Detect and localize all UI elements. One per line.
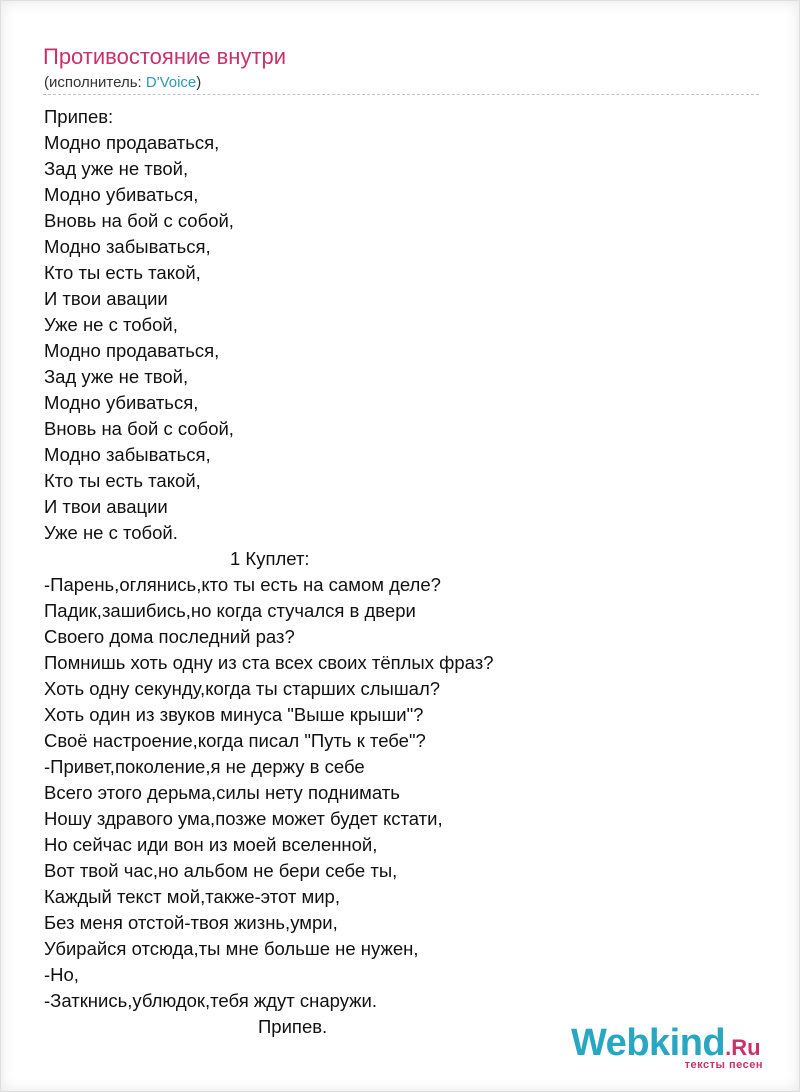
lyric-line: -Привет,поколение,я не держу в себе: [44, 756, 365, 777]
artist-suffix: ): [196, 74, 202, 91]
lyrics-text: [44, 104, 744, 1040]
lyric-line: -Парень,оглянись,кто ты есть на самом деле?: [44, 574, 441, 595]
lyric-line: Кто ты есть такой,: [44, 470, 201, 491]
lyric-line: Хоть один из звуков минуса "Выше крыши"?: [44, 704, 424, 725]
lyric-line: Убирайся отсюда,ты мне больше не нужен,: [44, 938, 419, 959]
lyric-line: И твои авации: [44, 288, 168, 309]
lyric-line: Хоть одну секунду,когда ты старших слышал?: [44, 678, 441, 699]
song-title: Противостояние внутри: [43, 44, 287, 69]
lyric-line: Модно продаваться,: [44, 340, 220, 361]
lyric-line: Всего этого дерьма,силы нету поднимать: [44, 782, 400, 803]
lyric-line: Своё настроение,когда писал "Путь к тебе"?: [44, 730, 426, 751]
verse-heading: 1 Куплет:: [230, 548, 310, 569]
chorus-marker: Припев.: [258, 1016, 328, 1037]
lyric-line: Но сейчас иди вон из моей вселенной,: [44, 834, 378, 855]
lyric-line: -Заткнись,ублюдок,тебя ждут снаружи.: [44, 990, 378, 1011]
lyric-line: Зад уже не твой,: [44, 366, 189, 387]
lyric-line: Припев:: [44, 106, 114, 127]
logo-subtitle: тексты песен: [684, 1059, 763, 1071]
lyric-line: Вновь на бой с собой,: [44, 418, 234, 439]
lyric-line: Кто ты есть такой,: [44, 262, 201, 283]
lyric-line: Модно убиваться,: [44, 392, 199, 413]
lyric-line: Ношу здравого ума,позже может будет кстати,: [44, 808, 443, 829]
lyric-line: Вновь на бой с собой,: [44, 210, 234, 231]
title-divider: [43, 94, 759, 95]
lyric-line: Уже не с тобой.: [44, 522, 178, 543]
lyric-line: Уже не с тобой,: [44, 314, 178, 335]
lyric-line: Модно забываться,: [44, 236, 211, 257]
webkind-logo[interactable]: [571, 1023, 771, 1069]
artist-prefix: (исполнитель:: [44, 74, 146, 91]
lyric-line: Модно убиваться,: [44, 184, 199, 205]
artist-line: [44, 73, 201, 93]
lyric-line: Своего дома последний раз?: [44, 626, 295, 647]
lyric-line: И твои авации: [44, 496, 168, 517]
lyric-line: Вот твой час,но альбом не бери себе ты,: [44, 860, 398, 881]
lyric-line: Модно забываться,: [44, 444, 211, 465]
lyric-line: Без меня отстой-твоя жизнь,умри,: [44, 912, 338, 933]
logo-main-text: Webkind: [571, 1022, 726, 1064]
lyric-line: Модно продаваться,: [44, 132, 220, 153]
lyric-line: Каждый текст мой,также-этот мир,: [44, 886, 340, 907]
lyric-line: Помнишь хоть одну из ста всех своих тёплых фраз?: [44, 652, 494, 673]
artist-link[interactable]: D'Voice: [145, 74, 197, 91]
lyric-line: Падик,зашибись,но когда стучался в двери: [44, 600, 416, 621]
lyric-line: -Но,: [44, 964, 79, 985]
lyric-line: Зад уже не твой,: [44, 158, 189, 179]
logo-tld: .Ru: [725, 1035, 761, 1060]
